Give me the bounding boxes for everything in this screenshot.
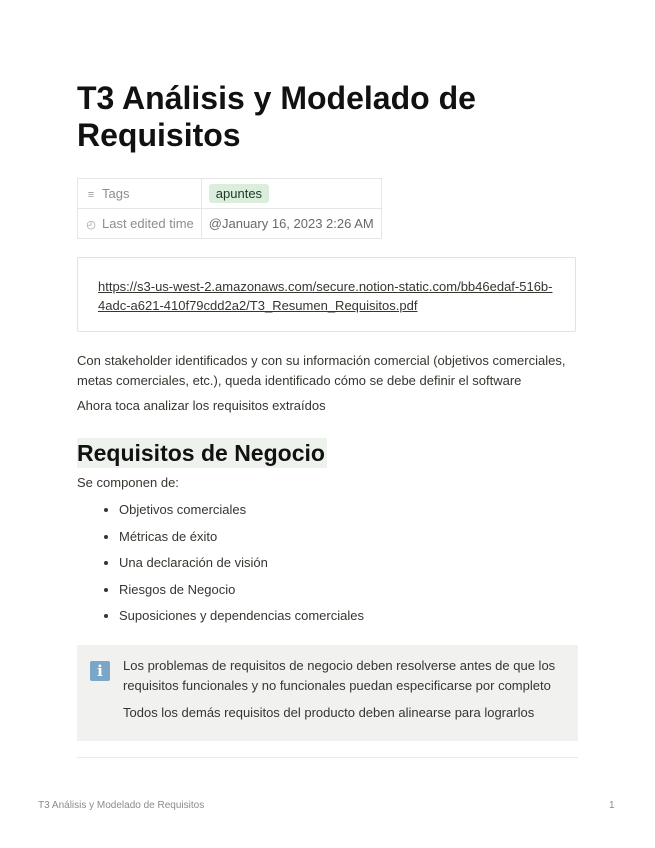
bookmark-block[interactable] (77, 257, 576, 332)
list-item: • Objetivos comerciales (119, 500, 559, 527)
property-row-tags (78, 179, 382, 209)
bullet-list (77, 500, 559, 633)
clock-icon: ◴ (86, 219, 96, 231)
property-key (78, 179, 202, 209)
list-item: • Una declaración de visión (119, 553, 559, 580)
bookmark-link[interactable]: https://s3-us-west-2.amazonaws.com/secure.notion-static.com/bb46edaf-516b-4adc-a621-410f79cdd2a2/T3_Resumen_Requisitos.pdf (98, 279, 553, 313)
page-title: T3 Análisis y Modelado de Requisitos (77, 80, 476, 153)
property-row-last-edited (78, 209, 382, 239)
callout-block (77, 645, 578, 741)
section-heading: Requisitos de Negocio (77, 440, 325, 466)
property-value: @January 16, 2023 2:26 AM (201, 209, 381, 239)
info-icon: i (90, 661, 110, 681)
list-icon: ≡ (87, 189, 95, 201)
property-key-label: Tags (102, 186, 130, 201)
property-value[interactable] (201, 179, 381, 209)
intro-paragraph-2: Ahora toca analizar los requisitos extraídos (77, 398, 326, 413)
callout-text: Los problemas de requisitos de negocio deben resolverse antes de que los requisitos funcionales y no funcionales puedan especificarse por completo (123, 658, 556, 693)
property-key (78, 209, 202, 239)
callout-text-2: Todos los demás requisitos del producto deben alinearse para lograrlos (123, 705, 535, 720)
list-item: • Métricas de éxito (119, 527, 559, 554)
intro-paragraph: Con stakeholder identificados y con su información comercial (objetivos comerciales, metas comerciales, etc.), queda identificado cómo se debe definir el software (77, 353, 566, 388)
tag-badge[interactable]: apuntes (209, 184, 269, 203)
footer-doc-title: T3 Análisis y Modelado de Requisitos (38, 800, 205, 811)
properties-table (77, 178, 382, 239)
divider (77, 757, 578, 758)
property-key-label: Last edited time (102, 216, 194, 231)
section-lead: Se componen de: (77, 475, 179, 490)
footer-page-number: 1 (609, 800, 615, 811)
list-item: • Suposiciones y dependencias comerciales (119, 606, 559, 633)
list-item: • Riesgos de Negocio (119, 580, 559, 607)
